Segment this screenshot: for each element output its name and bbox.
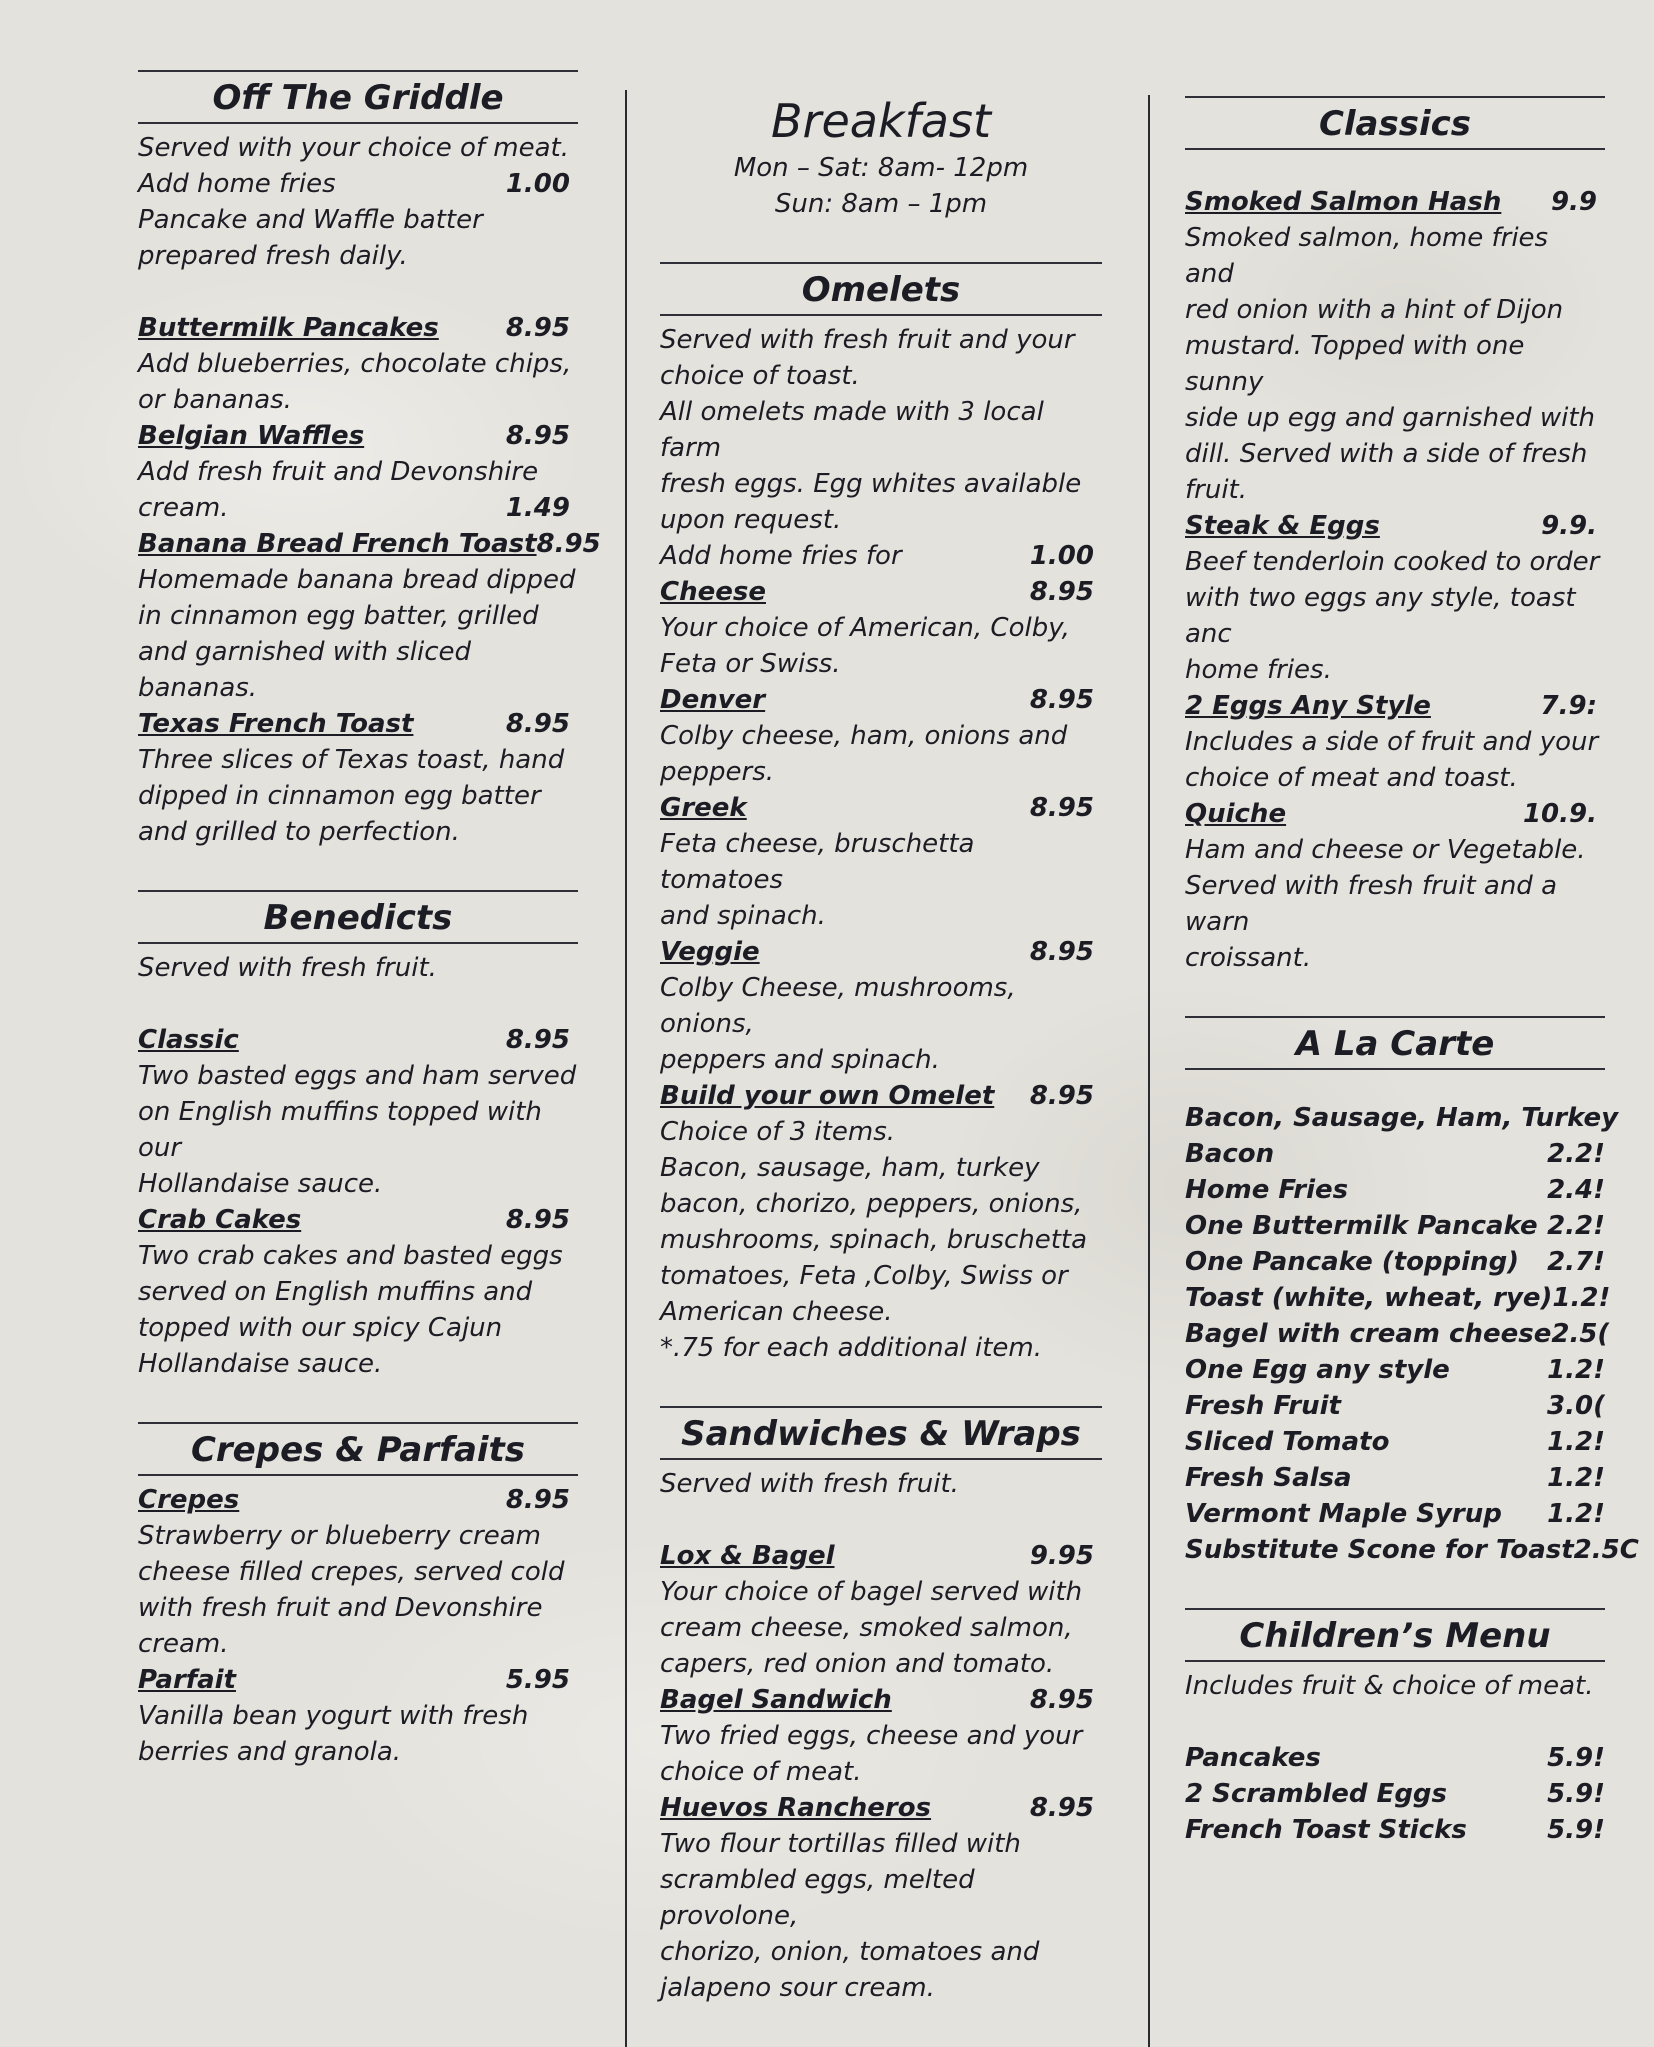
menu-item-description: served on English muffins and	[138, 1277, 533, 1307]
menu-item-price: 8.95	[1029, 793, 1094, 823]
hours-sunday: Sun: 8am – 1pm	[774, 189, 988, 219]
menu-item	[138, 706, 578, 850]
menu-item-price: 8.95	[505, 421, 570, 451]
menu-item-price: 8.95	[1029, 1793, 1094, 1823]
menu-item-header	[138, 526, 601, 562]
menu-item-description: and garnished with sliced	[138, 637, 472, 667]
price-list-name: Toast (white, wheat, rye)	[1185, 1283, 1553, 1313]
menu-item-name: Classic	[138, 1025, 239, 1055]
menu-item	[660, 1078, 1102, 1366]
menu-item-price: 8.95	[505, 1025, 570, 1055]
menu-item-addon-price: 1.49	[505, 493, 570, 523]
price-list-name: Home Fries	[1185, 1175, 1349, 1205]
menu-item-header	[138, 418, 578, 454]
addon-label: Add home fries	[138, 169, 336, 199]
price-list-row	[1185, 1136, 1605, 1172]
menu-item-price: 8.95	[1029, 937, 1094, 967]
menu-item-header	[660, 1682, 1102, 1718]
menu-item	[660, 682, 1102, 790]
price-list-name: One Egg any style	[1185, 1355, 1450, 1385]
menu-item-description: cheese filled crepes, served cold	[138, 1557, 565, 1587]
menu-item-description: tomatoes, Feta ,Colby, Swiss or	[660, 1261, 1068, 1291]
price-list-price: 5.9!	[1547, 1743, 1605, 1773]
menu-item-addon-row	[138, 490, 578, 526]
menu-item-name: Banana Bread French Toast	[138, 529, 537, 559]
price-list-row	[1185, 1424, 1605, 1460]
section-a-la-carte	[1185, 1016, 1639, 1568]
item-list	[138, 1022, 578, 1382]
price-list-row	[1185, 1776, 1605, 1812]
menu-item-description: *.75 for each additional item.	[660, 1333, 1042, 1363]
section-benedicts	[138, 890, 578, 1382]
price-list-name: Pancakes	[1185, 1743, 1321, 1773]
menu-item	[138, 310, 578, 418]
menu-item-price: 9.9	[1550, 187, 1597, 217]
menu-item	[138, 1662, 578, 1770]
menu-item-price: 5.95	[505, 1665, 570, 1695]
section-title: Benedicts	[138, 890, 578, 944]
menu-item-name: Huevos Rancheros	[660, 1793, 932, 1823]
intro-line: All omelets made with 3 local farm	[660, 397, 1044, 463]
price-list-price: 2.4!	[1547, 1175, 1605, 1205]
menu-item	[1185, 508, 1605, 688]
price-list-name: Fresh Fruit	[1185, 1391, 1341, 1421]
menu-item-name: Crepes	[138, 1485, 240, 1515]
price-list-row	[1185, 1388, 1605, 1424]
price-list-name: Fresh Salsa	[1185, 1463, 1352, 1493]
section-off-the-griddle	[138, 70, 601, 850]
menu-item-price: 9.9.	[1541, 511, 1597, 541]
menu-item-name: Buttermilk Pancakes	[138, 313, 439, 343]
price-list-price: 1.2!	[1552, 1283, 1611, 1313]
menu-item-header	[1185, 688, 1605, 724]
menu-item-price: 8.95	[1029, 1081, 1094, 1111]
menu-item-description: choice of meat and toast.	[1185, 763, 1518, 793]
menu-item-description: Add blueberries, chocolate chips,	[138, 349, 572, 379]
menu-item-description: Served with fresh fruit and a warn	[1185, 871, 1558, 937]
menu-item-description: berries and granola.	[138, 1737, 402, 1767]
menu-item-header	[660, 1538, 1102, 1574]
price-list-price: 2.7!	[1547, 1247, 1605, 1277]
menu-item-header	[138, 310, 578, 346]
menu-item-description: Your choice of American, Colby,	[660, 613, 1070, 643]
menu-item-name: Parfait	[138, 1665, 236, 1695]
price-list-name: Sliced Tomato	[1185, 1427, 1390, 1457]
price-list-price: 1.2!	[1547, 1427, 1605, 1457]
menu-item-price: 8.95	[505, 313, 570, 343]
menu-item-description: dill. Served with a side of fresh	[1185, 439, 1588, 469]
menu-item-header	[660, 790, 1102, 826]
column-left	[138, 70, 601, 1810]
menu-item-description: chorizo, onion, tomatoes and	[660, 1937, 1040, 1967]
menu-item-header	[660, 1078, 1102, 1114]
intro-line: prepared fresh daily.	[138, 241, 408, 271]
menu-item-description: Bacon, sausage, ham, turkey	[660, 1153, 1040, 1183]
menu-item-header	[660, 682, 1102, 718]
menu-item-price: 9.95	[1029, 1541, 1094, 1571]
menu-item-name: Quiche	[1185, 799, 1287, 829]
menu-item-name: Bagel Sandwich	[660, 1685, 892, 1715]
menu-item	[1185, 796, 1605, 976]
price-list-price: 2.2!	[1547, 1139, 1605, 1169]
price-list-row	[1185, 1208, 1605, 1244]
menu-item-description: Add fresh fruit and Devonshire	[138, 457, 539, 487]
menu-item	[660, 1682, 1102, 1790]
menu-item-description: on English muffins topped with our	[138, 1097, 542, 1163]
menu-item-header	[1185, 796, 1605, 832]
menu-item-name: 2 Eggs Any Style	[1185, 691, 1431, 721]
price-list-row	[1185, 1280, 1611, 1316]
item-list	[1185, 184, 1605, 976]
menu-item	[660, 574, 1102, 682]
menu-item-description: Two fried eggs, cheese and your	[660, 1721, 1083, 1751]
price-list-price: 5.9!	[1547, 1779, 1605, 1809]
menu-item-price: 8.95	[505, 1205, 570, 1235]
menu-item-description: scrambled eggs, melted provolone,	[660, 1865, 975, 1931]
item-list	[138, 310, 601, 850]
section-title: Sandwiches & Wraps	[660, 1406, 1102, 1460]
menu-item-description: Hollandaise sauce.	[138, 1169, 383, 1199]
intro-line: fresh eggs. Egg whites available	[660, 469, 1082, 499]
menu-item-header	[660, 1790, 1102, 1826]
intro-line: Pancake and Waffle batter	[138, 205, 483, 235]
menu-item-price: 8.95	[536, 529, 601, 559]
section-classics	[1185, 96, 1605, 976]
intro-line: choice of toast.	[660, 361, 860, 391]
addon-price: 1.00	[505, 169, 570, 199]
menu-item-description: Colby Cheese, mushrooms, onions,	[660, 973, 1016, 1039]
price-list-name: French Toast Sticks	[1185, 1815, 1467, 1845]
menu-item-name: Texas French Toast	[138, 709, 414, 739]
menu-item-description: Beef tenderloin cooked to order	[1185, 547, 1600, 577]
menu-item-description: or bananas.	[138, 385, 292, 415]
menu-item-description: Feta cheese, bruschetta tomatoes	[660, 829, 975, 895]
menu-item-description: bacon, chorizo, peppers, onions,	[660, 1189, 1083, 1219]
price-list-name: One Buttermilk Pancake	[1185, 1211, 1538, 1241]
menu-item-name: Belgian Waffles	[138, 421, 365, 451]
intro-line: Served with fresh fruit.	[138, 953, 437, 983]
menu-item-description: croissant.	[1185, 943, 1312, 973]
column-middle	[660, 70, 1102, 2046]
menu-item-description: Two flour tortillas filled with	[660, 1829, 1021, 1859]
menu-item-description: Two basted eggs and ham served	[138, 1061, 577, 1091]
menu-item-description: jalapeno sour cream.	[660, 1973, 935, 2003]
price-list-name: One Pancake (topping)	[1185, 1247, 1520, 1277]
menu-item-header	[138, 1202, 578, 1238]
menu-item-header	[138, 706, 578, 742]
menu-item-price: 8.95	[505, 1485, 570, 1515]
item-list	[660, 574, 1102, 1366]
intro-line: Served with your choice of meat.	[138, 133, 569, 163]
menu-item-price: 10.9.	[1522, 799, 1597, 829]
section-title: Off The Griddle	[138, 70, 578, 124]
menu-item	[660, 934, 1102, 1078]
addon-price: 1.00	[1029, 541, 1094, 571]
menu-item	[138, 1482, 578, 1662]
item-list	[138, 1482, 578, 1770]
menu-item-header	[138, 1022, 578, 1058]
menu-item-name: Greek	[660, 793, 747, 823]
menu-item	[138, 1022, 578, 1202]
price-list-name: Vermont Maple Syrup	[1185, 1499, 1502, 1529]
column-divider-left	[625, 90, 627, 2047]
price-list-row	[1185, 1532, 1639, 1568]
price-list-price: 1.2!	[1547, 1499, 1605, 1529]
price-list-row	[1185, 1244, 1605, 1280]
menu-item-name: Build your own Omelet	[660, 1081, 995, 1111]
section-title: A La Carte	[1185, 1016, 1605, 1070]
intro-line: Includes fruit & choice of meat.	[1185, 1671, 1594, 1701]
section-crepes-parfaits	[138, 1422, 578, 1770]
menu-item	[138, 526, 601, 706]
addon-row	[660, 538, 1102, 574]
a-la-carte-header	[1185, 1100, 1619, 1136]
menu-item-description: mushrooms, spinach, bruschetta	[660, 1225, 1088, 1255]
price-list-name: 2 Scrambled Eggs	[1185, 1779, 1448, 1809]
price-list-name: Substitute Scone for Toast	[1185, 1535, 1574, 1565]
menu-item-description: cream.	[138, 493, 229, 523]
section-childrens-menu	[1185, 1608, 1605, 1848]
menu-item	[1185, 688, 1605, 796]
menu-item-description: Vanilla bean yogurt with fresh	[138, 1701, 529, 1731]
menu-item-header	[660, 934, 1102, 970]
menu-item-description: in cinnamon egg batter, grilled	[138, 601, 539, 631]
section-omelets	[660, 262, 1102, 1366]
price-list-price: 2.5C	[1573, 1535, 1639, 1565]
menu-item	[660, 790, 1102, 934]
item-list	[660, 1538, 1102, 2006]
menu-item-description: Two crab cakes and basted eggs	[138, 1241, 563, 1271]
section-title: Omelets	[660, 262, 1102, 316]
menu-item	[660, 1538, 1102, 1682]
a-la-carte-list	[1185, 1136, 1639, 1568]
menu-item-price: 7.9:	[1540, 691, 1597, 721]
menu-item-description: capers, red onion and tomato.	[660, 1649, 1055, 1679]
section-title: Classics	[1185, 96, 1605, 150]
menu-item-description: and spinach.	[660, 901, 826, 931]
menu-item-description: fruit.	[1185, 475, 1248, 505]
menu-item-description: Ham and cheese or Vegetable.	[1185, 835, 1586, 865]
menu-item-description: Three slices of Texas toast, hand	[138, 745, 565, 775]
price-list-row	[1185, 1172, 1605, 1208]
price-list-row	[1185, 1352, 1605, 1388]
menu-item-header	[660, 574, 1102, 610]
menu-item-price: 8.95	[1029, 1685, 1094, 1715]
menu-item-description: Smoked salmon, home fries and	[1185, 223, 1549, 289]
menu-item-description: Includes a side of fruit and your	[1185, 727, 1599, 757]
price-list-row	[1185, 1812, 1605, 1848]
menu-item-header	[138, 1482, 578, 1518]
menu-item-description: Feta or Swiss.	[660, 649, 841, 679]
price-list-row	[1185, 1496, 1605, 1532]
price-list-price: 2.2!	[1547, 1211, 1605, 1241]
menu-item-description: Strawberry or blueberry cream	[138, 1521, 541, 1551]
menu-item-price: 8.95	[505, 709, 570, 739]
intro-line: Served with fresh fruit and your	[660, 325, 1075, 355]
menu-item-description: red onion with a hint of Dijon	[1185, 295, 1564, 325]
menu-item-name: Veggie	[660, 937, 760, 967]
price-list-row	[1185, 1316, 1610, 1352]
menu-item	[138, 1202, 578, 1382]
menu-item	[1185, 184, 1605, 508]
menu-item-name: Cheese	[660, 577, 766, 607]
price-list-price: 1.2!	[1547, 1463, 1605, 1493]
a-la-carte-header-text: Bacon, Sausage, Ham, Turkey	[1185, 1103, 1619, 1133]
menu-item-description: peppers and spinach.	[660, 1045, 940, 1075]
menu-item-description: choice of meat.	[660, 1757, 862, 1787]
menu-item-header	[1185, 184, 1605, 220]
menu-item-price: 8.95	[1029, 685, 1094, 715]
menu-item-name: Denver	[660, 685, 766, 715]
childrens-list	[1185, 1740, 1605, 1848]
menu-item-description: and grilled to perfection.	[138, 817, 460, 847]
section-title: Crepes & Parfaits	[138, 1422, 578, 1476]
price-list-price: 2.5(	[1551, 1319, 1610, 1349]
menu-item	[660, 1790, 1102, 2006]
addon-label: Add home fries for	[660, 541, 902, 571]
column-right	[1185, 70, 1639, 1888]
price-list-name: Bacon	[1185, 1139, 1275, 1169]
menu-item-header	[1185, 508, 1605, 544]
price-list-price: 3.0(	[1547, 1391, 1605, 1421]
intro-lines	[660, 322, 1102, 538]
menu-item-name: Lox & Bagel	[660, 1541, 835, 1571]
menu-item-header	[138, 1662, 578, 1698]
menu-title: Breakfast	[771, 94, 991, 148]
menu-item-description: peppers.	[660, 757, 775, 787]
menu-item-description: Choice of 3 items.	[660, 1117, 896, 1147]
menu-item-price: 8.95	[1029, 577, 1094, 607]
section-title: Children’s Menu	[1185, 1608, 1605, 1662]
menu-item-description: cream cheese, smoked salmon,	[660, 1613, 1073, 1643]
menu-item-description: topped with our spicy Cajun	[138, 1313, 503, 1343]
intro-line: Served with fresh fruit.	[660, 1469, 959, 1499]
price-list-row	[1185, 1740, 1605, 1776]
menu-item-description: bananas.	[138, 673, 258, 703]
price-list-row	[1185, 1460, 1605, 1496]
addon-row	[138, 166, 578, 202]
section-sandwiches-wraps	[660, 1406, 1102, 2006]
menu-item	[138, 418, 578, 526]
intro-line: upon request.	[660, 505, 842, 535]
menu-item-name: Steak & Eggs	[1185, 511, 1380, 541]
menu-item-description: American cheese.	[660, 1297, 893, 1327]
column-divider-right	[1148, 95, 1150, 2047]
price-list-price: 5.9!	[1547, 1815, 1605, 1845]
menu-item-description: Hollandaise sauce.	[138, 1349, 383, 1379]
menu-item-description: Colby cheese, ham, onions and	[660, 721, 1068, 751]
menu-item-description: Your choice of bagel served with	[660, 1577, 1083, 1607]
menu-item-description: with fresh fruit and Devonshire	[138, 1593, 543, 1623]
menu-item-description: cream.	[138, 1629, 229, 1659]
menu-item-description: home fries.	[1185, 655, 1332, 685]
menu-item-name: Smoked Salmon Hash	[1185, 187, 1502, 217]
menu-item-description: dipped in cinnamon egg batter	[138, 781, 541, 811]
menu-item-description: side up egg and garnished with	[1185, 403, 1596, 433]
price-list-price: 1.2!	[1547, 1355, 1605, 1385]
menu-item-description: with two eggs any style, toast anc	[1185, 583, 1576, 649]
hours-weekday: Mon – Sat: 8am- 12pm	[733, 153, 1029, 183]
price-list-name: Bagel with cream cheese	[1185, 1319, 1552, 1349]
menu-item-description: mustard. Topped with one sunny	[1185, 331, 1525, 397]
menu-item-description: Homemade banana bread dipped	[138, 565, 576, 595]
menu-item-name: Crab Cakes	[138, 1205, 302, 1235]
